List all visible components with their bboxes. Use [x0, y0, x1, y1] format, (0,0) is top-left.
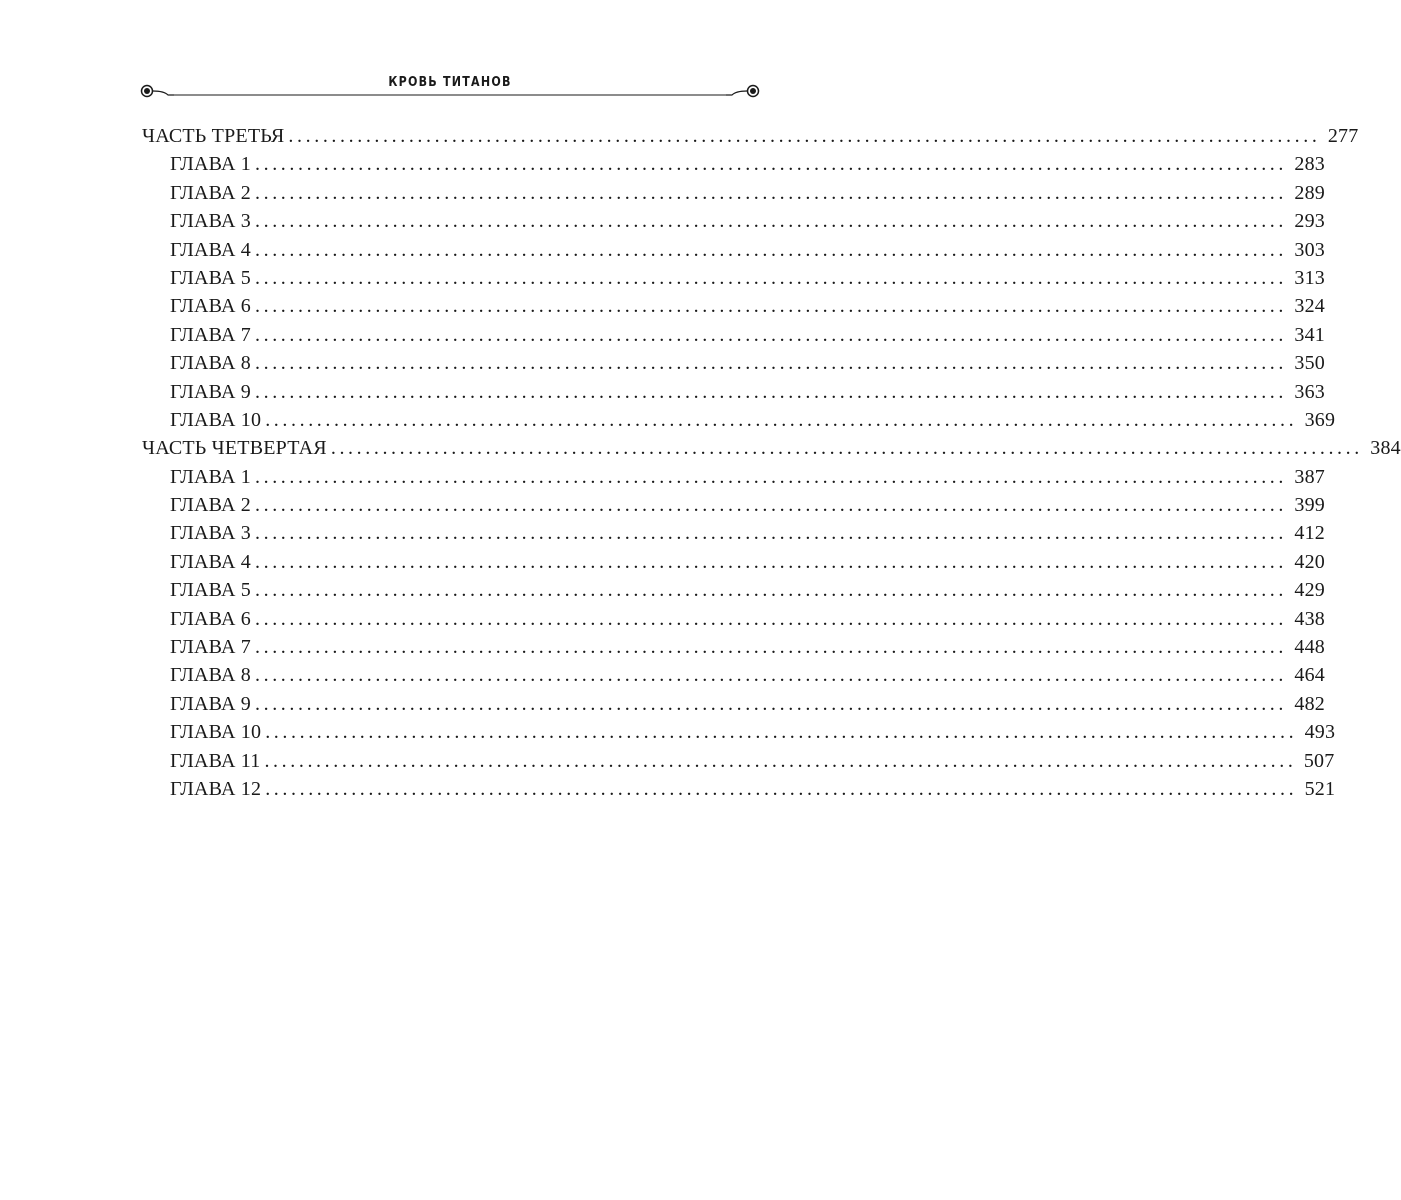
dot-leader: ........................................................................................................................ [255, 266, 1287, 289]
toc-entry-page-number: 464 [1294, 664, 1325, 687]
toc-entry-page-number: 438 [1294, 607, 1325, 630]
dot-leader: ........................................................................................................................ [255, 692, 1287, 715]
toc-entry-page-number: 420 [1294, 550, 1325, 573]
running-title: КРОВЬ ТИТАНОВ [388, 74, 512, 90]
dot-leader: ........................................................................................................................ [255, 323, 1287, 346]
toc-entry-label: ГЛАВА 9 [170, 380, 251, 403]
toc-entry-page-number: 303 [1294, 238, 1325, 261]
toc-entry-page-number: 521 [1304, 777, 1336, 800]
right-ornament-icon [726, 86, 759, 97]
toc-entry-label: ЧАСТЬ ТРЕТЬЯ [142, 125, 285, 147]
toc-entry-label: ГЛАВА 3 [170, 522, 251, 545]
toc-entry-label: ГЛАВА 10 [170, 721, 262, 744]
toc-entry-label: ГЛАВА 11 [170, 749, 261, 772]
toc-entry-page-number: 448 [1294, 636, 1325, 659]
toc-chapter-entry [142, 633, 1325, 661]
dot-leader: ........................................................................................................................ [265, 408, 1298, 431]
toc-chapter-entry [142, 690, 1325, 718]
toc-entry-page-number: 293 [1294, 210, 1325, 233]
dot-leader: ........................................................................................................................ [288, 125, 1321, 147]
toc-entry-label: ГЛАВА 1 [170, 153, 251, 176]
toc-entry-label: ГЛАВА 8 [170, 352, 251, 375]
dot-leader: ........................................................................................................................ [255, 352, 1287, 375]
toc-entry-page-number: 289 [1294, 181, 1325, 204]
dot-leader: ........................................................................................................................ [265, 777, 1298, 800]
toc-entry-page-number: 324 [1294, 295, 1325, 318]
toc-entry-label: ГЛАВА 3 [170, 210, 251, 233]
toc-entry-label: ГЛАВА 10 [170, 408, 262, 431]
toc-entry-label: ГЛАВА 7 [170, 636, 251, 659]
toc-entry-label: ГЛАВА 5 [170, 579, 251, 602]
toc-chapter-entry [142, 292, 1325, 320]
toc-chapter-entry [142, 747, 1335, 775]
toc-chapter-entry [142, 207, 1325, 235]
toc-part-entry [142, 122, 1359, 150]
toc-entry-page-number: 369 [1304, 408, 1336, 431]
dot-leader: ........................................................................................................................ [255, 465, 1287, 488]
dot-leader: ........................................................................................................................ [255, 494, 1287, 517]
toc-entry-label: ГЛАВА 6 [170, 295, 251, 318]
toc-chapter-entry [142, 775, 1336, 803]
toc-chapter-entry [142, 605, 1325, 633]
toc-chapter-entry [142, 321, 1325, 349]
toc-entry-label: ГЛАВА 2 [170, 494, 251, 517]
toc-chapter-entry [142, 236, 1325, 264]
toc-entry-page-number: 399 [1294, 494, 1325, 517]
toc-chapter-entry [142, 576, 1325, 604]
toc-entry-page-number: 341 [1294, 323, 1325, 346]
dot-leader: ........................................................................................................................ [255, 153, 1287, 176]
toc-chapter-entry [142, 150, 1325, 178]
toc-entry-page-number: 350 [1294, 352, 1325, 375]
toc-chapter-entry [142, 264, 1325, 292]
dot-leader: ........................................................................................................................ [264, 749, 1297, 772]
toc-chapter-entry [142, 406, 1336, 434]
toc-entry-label: ГЛАВА 6 [170, 607, 251, 630]
toc-entry-page-number: 277 [1327, 125, 1359, 147]
toc-entry-page-number: 507 [1303, 749, 1335, 772]
toc-entry-label: ЧАСТЬ ЧЕТВЕРТАЯ [142, 437, 327, 460]
toc-chapter-entry [142, 378, 1325, 406]
toc-entry-label: ГЛАВА 5 [170, 266, 251, 289]
dot-leader: ........................................................................................................................ [255, 636, 1287, 659]
dot-leader: ........................................................................................................................ [255, 550, 1287, 573]
toc-part-entry [142, 434, 1401, 462]
toc-entry-label: ГЛАВА 4 [170, 238, 251, 261]
dot-leader: ........................................................................................................................ [265, 721, 1298, 744]
toc-entry-page-number: 482 [1294, 692, 1325, 715]
toc-entry-page-number: 363 [1294, 380, 1325, 403]
toc-entry-page-number: 429 [1294, 579, 1325, 602]
dot-leader: ........................................................................................................................ [255, 210, 1287, 233]
dot-leader: ........................................................................................................................ [255, 664, 1287, 687]
left-ornament-icon [142, 86, 175, 97]
dot-leader: ........................................................................................................................ [255, 181, 1287, 204]
dot-leader: ........................................................................................................................ [255, 522, 1287, 545]
toc-chapter-entry [142, 179, 1325, 207]
toc-chapter-entry [142, 463, 1325, 491]
toc-entry-label: ГЛАВА 1 [170, 465, 251, 488]
toc-chapter-entry [142, 548, 1325, 576]
toc-entry-label: ГЛАВА 12 [170, 777, 262, 800]
toc-entry-label: ГЛАВА 4 [170, 550, 251, 573]
toc-chapter-entry [142, 491, 1325, 519]
dot-leader: ........................................................................................................................ [255, 579, 1287, 602]
toc-chapter-entry [142, 349, 1325, 377]
dot-leader: ........................................................................................................................ [255, 607, 1287, 630]
toc-chapter-entry [142, 718, 1336, 746]
running-header [136, 72, 764, 102]
dot-leader: ........................................................................................................................ [255, 380, 1287, 403]
toc-entry-page-number: 384 [1370, 437, 1401, 460]
toc-entry-page-number: 412 [1294, 522, 1325, 545]
toc-entry-page-number: 313 [1294, 266, 1325, 289]
toc-entry-page-number: 387 [1294, 465, 1325, 488]
toc-entry-label: ГЛАВА 8 [170, 664, 251, 687]
toc-entry-label: ГЛАВА 2 [170, 181, 251, 204]
toc-chapter-entry [142, 519, 1325, 547]
dot-leader: ........................................................................................................................ [330, 437, 1363, 460]
toc-entry-label: ГЛАВА 7 [170, 323, 251, 346]
table-of-contents [142, 122, 1401, 803]
toc-chapter-entry [142, 661, 1325, 689]
toc-entry-page-number: 493 [1304, 721, 1336, 744]
dot-leader: ........................................................................................................................ [255, 238, 1287, 261]
toc-entry-page-number: 283 [1294, 153, 1325, 176]
dot-leader: ........................................................................................................................ [255, 295, 1287, 318]
toc-entry-label: ГЛАВА 9 [170, 692, 251, 715]
